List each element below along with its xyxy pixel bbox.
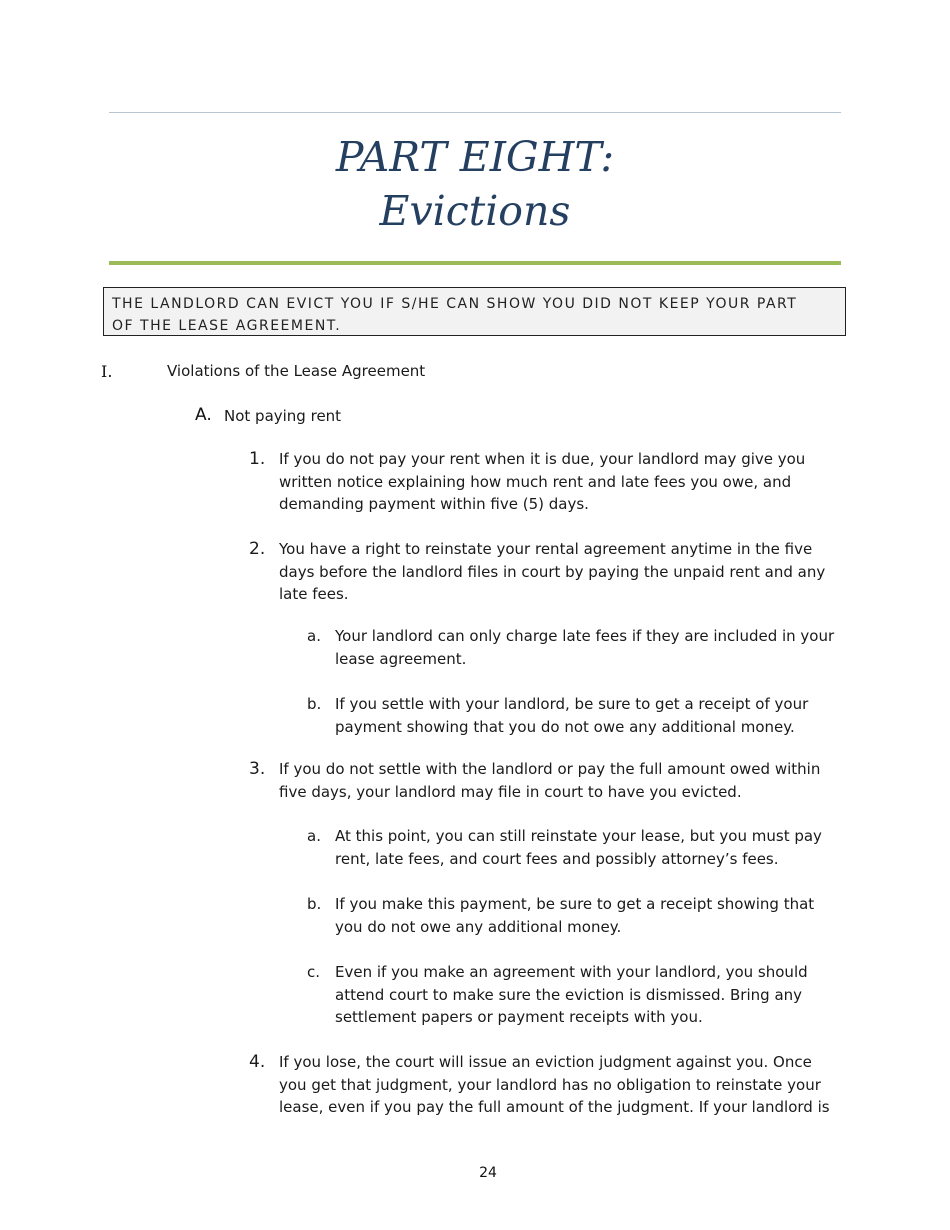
item-3b-line-2: you do not owe any additional money.	[335, 917, 622, 936]
item-2b-line-1: If you settle with your landlord, be sure to get a receipt of your	[335, 695, 809, 713]
top-rule	[109, 112, 841, 113]
item-2-text	[279, 538, 825, 606]
item-2-line-2: days before the landlord files in court by paying the unpaid rent and any	[279, 562, 826, 581]
item-1-marker: 1.	[249, 449, 266, 469]
item-3c-marker: c.	[307, 963, 321, 981]
section-marker: I.	[101, 362, 113, 381]
item-2-line-1: You have a right to reinstate your rental agreement anytime in the five	[279, 540, 813, 558]
subsection-marker: A.	[195, 405, 212, 425]
item-3c-text	[335, 961, 808, 1029]
item-3b-marker: b.	[307, 895, 322, 913]
section-heading: Violations of the Lease Agreement	[167, 362, 426, 380]
item-3b-text	[335, 893, 814, 938]
item-2a-line-2: lease agreement.	[335, 649, 467, 668]
item-1-line-3: demanding payment within five (5) days.	[279, 495, 589, 513]
item-2a-text	[335, 625, 834, 670]
item-3a-line-1: At this point, you can still reinstate your lease, but you must pay	[335, 827, 822, 845]
item-3c-line-1: Even if you make an agreement with your landlord, you should	[335, 963, 808, 981]
title-underline	[109, 261, 841, 265]
item-3c-line-3: settlement papers or payment receipts with you.	[335, 1008, 703, 1026]
item-1-line-1: If you do not pay your rent when it is due, your landlord may give you	[279, 450, 806, 468]
item-4-line-1: If you lose, the court will issue an eviction judgment against you. Once	[279, 1053, 812, 1071]
item-2-marker: 2.	[249, 539, 266, 559]
item-3a-marker: a.	[307, 827, 321, 845]
notice-box	[103, 287, 846, 336]
item-4-text	[279, 1051, 830, 1119]
item-1-text	[279, 448, 805, 516]
item-4-line-2: you get that judgment, your landlord has no obligation to reinstate your	[279, 1075, 821, 1094]
item-3a-text	[335, 825, 822, 870]
item-2b-line-2: payment showing that you do not owe any additional money.	[335, 717, 795, 736]
notice-line-2: OF THE LEASE AGREEMENT.	[112, 318, 342, 334]
item-2a-marker: a.	[307, 627, 321, 645]
title-line-1: PART EIGHT:	[335, 133, 615, 181]
notice-line-1: THE LANDLORD CAN EVICT YOU IF S/HE CAN SHOW YOU DID NOT KEEP YOUR PART	[112, 296, 798, 312]
item-2-line-3: late fees.	[279, 585, 349, 603]
item-3-line-2: five days, your landlord may file in court to have you evicted.	[279, 782, 742, 801]
item-3-text	[279, 758, 820, 803]
item-4-marker: 4.	[249, 1052, 266, 1072]
item-3-line-1: If you do not settle with the landlord or pay the full amount owed within	[279, 760, 821, 778]
item-3a-line-2: rent, late fees, and court fees and possibly attorney’s fees.	[335, 849, 779, 868]
item-3b-line-1: If you make this payment, be sure to get a receipt showing that	[335, 895, 815, 913]
item-2b-text	[335, 693, 808, 738]
page-title	[0, 130, 950, 238]
item-4-line-3: lease, even if you pay the full amount of the judgment. If your landlord is	[279, 1098, 830, 1116]
item-2b-marker: b.	[307, 695, 322, 713]
item-1-line-2: written notice explaining how much rent and late fees you owe, and	[279, 472, 792, 491]
subsection-heading: Not paying rent	[224, 407, 342, 425]
item-2a-line-1: Your landlord can only charge late fees if they are included in your	[335, 627, 835, 645]
page-number: 24	[479, 1165, 497, 1181]
item-3-marker: 3.	[249, 759, 266, 779]
item-3c-line-2: attend court to make sure the eviction is dismissed. Bring any	[335, 985, 803, 1004]
title-line-2: Evictions	[379, 187, 571, 235]
